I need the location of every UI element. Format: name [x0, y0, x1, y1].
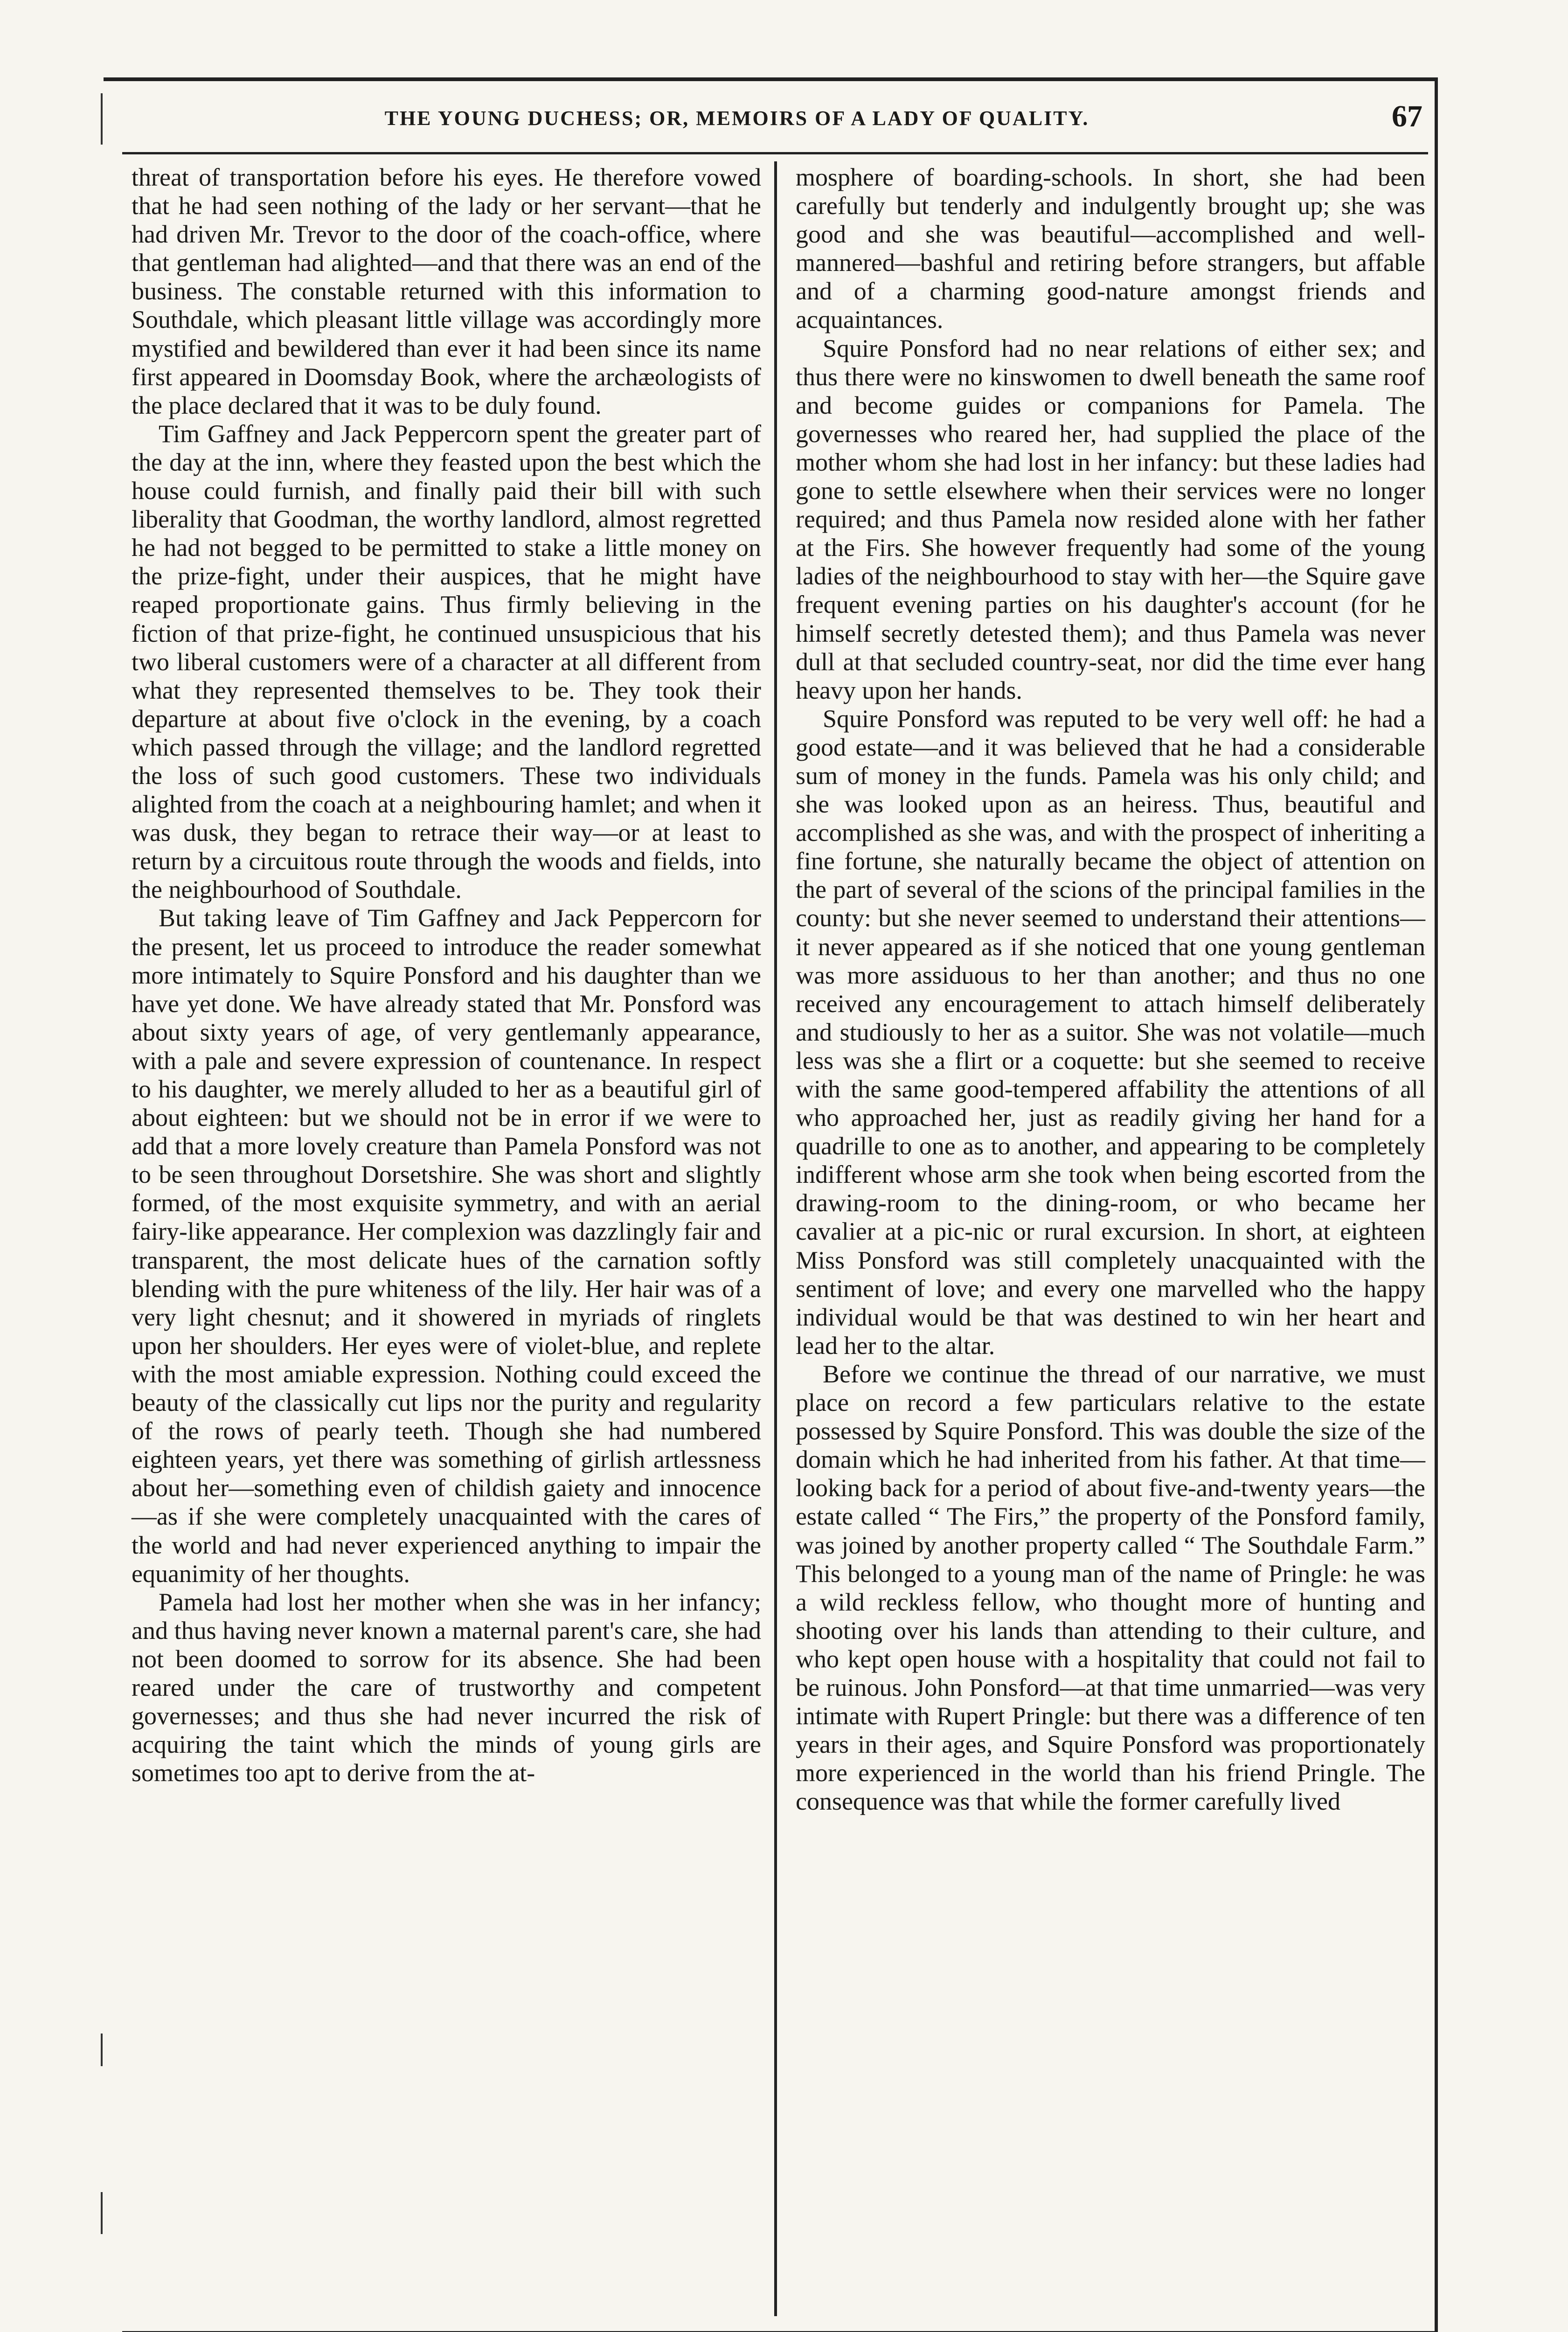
left-margin-mark — [101, 93, 103, 145]
left-margin-mark — [101, 2034, 103, 2066]
running-title: THE YOUNG DUCHESS; OR, MEMOIRS OF A LADY OF QUALITY. — [384, 107, 1089, 130]
top-frame-rule — [104, 77, 1437, 81]
paragraph: Pamela had lost her mother when she was in her infancy; and thus having never known a maternal parent's care, she had not been doomed to sorrow for its absence. She had been reared under the care of trustworthy and competent governesses; and thus she had never incurred the risk of acquiring the taint which the minds of young girls are sometimes too apt to derive from the at- — [132, 1588, 761, 1787]
paragraph: Tim Gaffney and Jack Peppercorn spent the greater part of the day at the inn, where they feasted upon the best which the house could furnish, and finally paid their bill with such liberality that Goodman, the worthy landlord, almost regretted he had not begged to be permitted to stake a little money on the prize-fight, under their auspices, that he might have reaped proportionate gains. Thus firmly believing in the fiction of that prize-fight, he continued unsuspicious that his two liberal customers were of a character at all different from what they represented themselves to be. They took their departure at about five o'clock in the evening, by a coach which passed through the village; and the landlord regretted the loss of such good customers. These two individuals alighted from the coach at a neighbouring hamlet; and when it was dusk, they began to retrace their way—or at least to return by a circuitous route through the woods and fields, into the neighbourhood of Southdale. — [132, 419, 761, 904]
right-column — [796, 163, 1425, 1816]
left-margin-mark — [101, 2192, 103, 2234]
page-number: 67 — [1392, 99, 1422, 133]
paragraph: mosphere of boarding-schools. In short, she had been carefully but tenderly and indulgently brought up; she was good and she was beautiful—accomplished and well-mannered—bashful and retiring before strangers, but affable and of a charming good-nature amongst friends and acquaintances. — [796, 163, 1425, 334]
header-rule — [122, 152, 1428, 154]
paragraph: But taking leave of Tim Gaffney and Jack Peppercorn for the present, let us proceed to introduce the reader somewhat more intimately to Squire Ponsford and his daughter than we have yet done. We have already stated that Mr. Ponsford was about sixty years of age, of very gentlemanly appearance, with a pale and severe expression of countenance. In respect to his daughter, we merely alluded to her as a beautiful girl of about eighteen: but we should not be in error if we were to add that a more lovely creature than Pamela Ponsford was not to be seen throughout Dorsetshire. She was short and slightly formed, of the most exquisite symmetry, and with an aerial fairy-like appearance. Her complexion was dazzlingly fair and transparent, the most delicate hues of the carnation softly blending with the pure whiteness of the lily. Her hair was of a very light chesnut; and it showered in myriads of ringlets upon her shoulders. Her eyes were of violet-blue, and replete with the most amiable expression. Nothing could exceed the beauty of the classically cut lips nor the purity and regularity of the rows of pearly teeth. Though she had numbered eighteen years, yet there was something of girlish artlessness about her—something even of childish gaiety and innocence—as if she were completely unacquainted with the cares of the world and had never experienced anything to impair the equanimity of her thoughts. — [132, 904, 761, 1588]
page-header — [121, 98, 1422, 140]
right-frame-rule — [1435, 77, 1438, 2332]
paragraph: Squire Ponsford was reputed to be very well off: he had a good estate—and it was believed that he had a considerable sum of money in the funds. Pamela was his only child; and she was looked upon as an heiress. Thus, beautiful and accomplished as she was, and with the prospect of inheriting a fine fortune, she naturally became the object of attention on the part of several of the scions of the principal families in the county: but she never seemed to understand their attentions—it never appeared as if she noticed that one young gentleman was more assiduous to her than another; and thus no one received any encouragement to attach himself deliberately and studiously to her as a suitor. She was not volatile—much less was she a flirt or a coquette: but she seemed to receive with the same good-tempered affability the attentions of all who approached her, just as readily giving her hand for a quadrille to one as to another, and appearing to be completely indifferent whose arm she took when being escorted from the drawing-room to the dining-room, or who became her cavalier at a pic-nic or rural excursion. In short, at eighteen Miss Ponsford was still completely unacquainted with the sentiment of love; and every one marvelled who the happy individual would be that was destined to win her heart and lead her to the altar. — [796, 704, 1425, 1360]
left-column — [132, 163, 761, 1787]
paragraph: Before we continue the thread of our narrative, we must place on record a few particulars relative to the estate possessed by Squire Ponsford. This was double the size of the domain which he had inherited from his father. At that time—looking back for a period of about five-and-twenty years—the estate called “ The Firs,” the property of the Ponsford family, was joined by another property called “ The Southdale Farm.” This belonged to a young man of the name of Pringle: he was a wild reckless fellow, who thought more of hunting and shooting over his lands than attending to their culture, and who kept open house with a hospitality that could not fail to be ruinous. John Ponsford—at that time unmarried—was very intimate with Rupert Pringle: but there was a difference of ten years in their ages, and Squire Ponsford was proportionately more experienced in the world than his friend Pringle. The consequence was that while the former carefully lived — [796, 1360, 1425, 1816]
paragraph: threat of transportation before his eyes. He therefore vowed that he had seen nothing of the lady or her servant—that he had driven Mr. Trevor to the door of the coach-office, where that gentleman had alighted—and that there was an end of the business. The constable returned with this information to Southdale, which pleasant little village was accordingly more mystified and bewildered than ever it had been since its name first appeared in Doomsday Book, where the archæologists of the place declared that it was to be duly found. — [132, 163, 761, 419]
column-divider — [774, 161, 777, 2316]
paragraph: Squire Ponsford had no near relations of either sex; and thus there were no kinswomen to dwell beneath the same roof and become guides or companions for Pamela. The governesses who reared her, had supplied the place of the mother whom she had lost in her infancy: but these ladies had gone to settle elsewhere when their services were no longer required; and thus Pamela now resided alone with her father at the Firs. She however frequently had some of the young ladies of the neighbourhood to stay with her—the Squire gave frequent evening parties on his daughter's account (for he himself secretly detested them); and thus Pamela was never dull at that secluded country-seat, nor did the time ever hang heavy upon her hands. — [796, 334, 1425, 704]
